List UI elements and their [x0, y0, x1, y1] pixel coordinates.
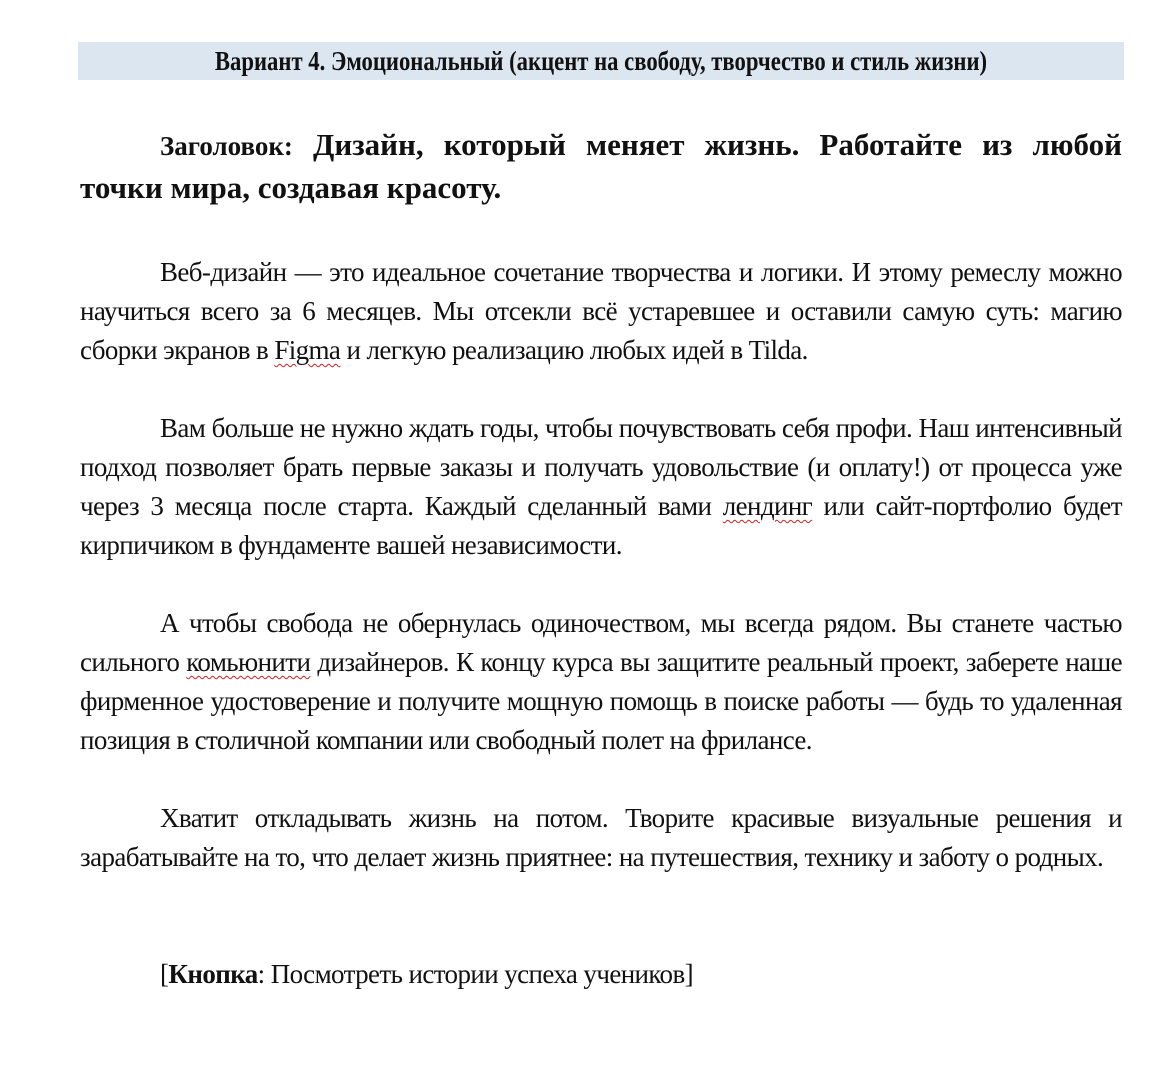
cta-button-text: Посмотреть истории успеха учеников: [264, 959, 685, 989]
paragraph-1-text-start: Веб-дизайн — это идеальное сочетание творчества и логики. И этому ремеслу можно научиться всего за 6 месяцев. Мы отсекли всё устаревшее и оставили самую суть: магию сборки экранов в: [80, 257, 1122, 365]
paragraph-2-text-end: или сайт-портфолио будет кирпичиком в фундаменте вашей независимости.: [80, 491, 1122, 560]
cta-open-bracket: [: [160, 959, 169, 989]
cta-placeholder: [160, 955, 693, 994]
cta-label: Кнопка: [168, 959, 258, 989]
paragraph-4-text: Хватит откладывать жизнь на потом. Творите красивые визуальные решения и зарабатывайте на то, что делает жизнь приятнее: на путешествия, технику и заботу о родных.: [80, 803, 1122, 872]
variant-title: Вариант 4. Эмоциональный (акцент на свободу, творчество и стиль жизни): [214, 46, 988, 76]
headline-text: Дизайн, который меняет жизнь. Работайте из любой точки мира, создавая красоту.: [80, 127, 1123, 205]
spellcheck-flagged-word[interactable]: Figma: [274, 335, 341, 365]
spellcheck-flagged-word[interactable]: комьюнити: [186, 647, 311, 677]
paragraph-2-text-start: Вам больше не нужно ждать годы, чтобы почувствовать себя профи. Наш интенсивный подход позволяет брать первые заказы и получать удовольствие (и оплату!) от процесса уже через 3 месяца после старта. Каждый сделанный вами: [80, 413, 1122, 521]
paragraph-3-text-end: дизайнеров. К концу курса вы защитите реальный проект, заберете наше фирменное удостоверение и получите мощную помощь в поиске работы — будь то удаленная позиция в столичной компании или свободный полет на фрилансе.: [80, 647, 1123, 755]
headline-label: Заголовок:: [160, 131, 293, 161]
spellcheck-flagged-word[interactable]: лендинг: [722, 491, 813, 521]
paragraph-3-text-start: А чтобы свобода не обернулась одиночеством, мы всегда рядом. Вы станете частью сильного: [80, 608, 1122, 677]
paragraph-4: [80, 799, 1122, 877]
paragraph-1-text-end: и легкую реализацию любых идей в Tilda.: [340, 335, 808, 365]
cta-close-bracket: ]: [684, 959, 693, 989]
cta-colon: :: [257, 959, 265, 989]
paragraph-3: [80, 604, 1122, 760]
headline: [80, 124, 1122, 209]
paragraph-2: [80, 409, 1122, 565]
paragraph-1: [80, 253, 1122, 370]
